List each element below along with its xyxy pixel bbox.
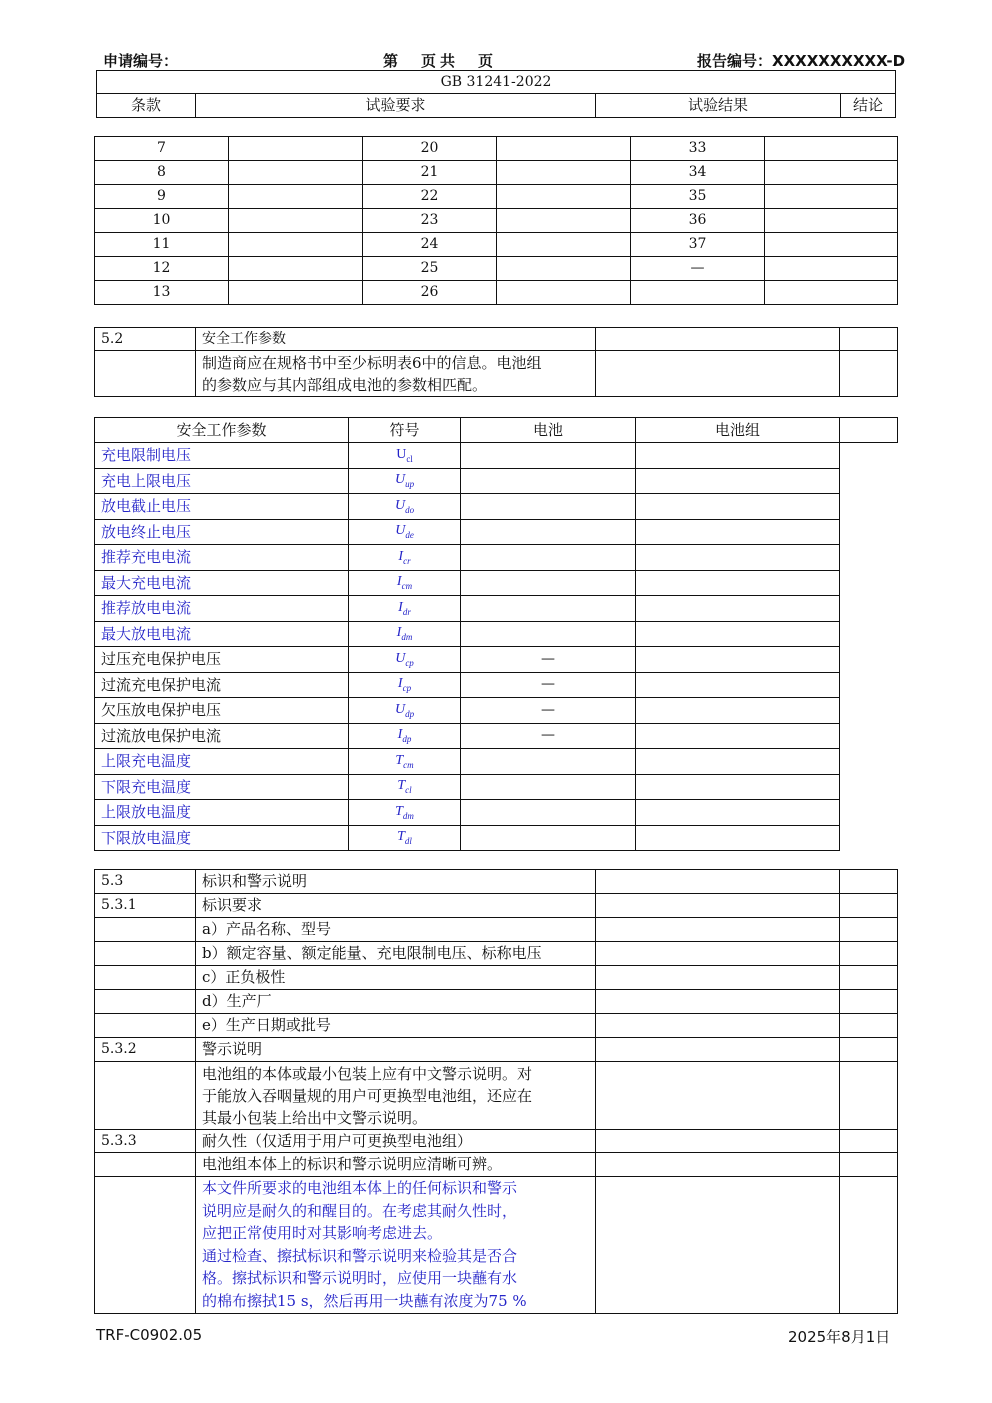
grid-result-cell <box>765 185 898 209</box>
symbol-subscript: cp <box>405 657 414 668</box>
conclusion-cell <box>840 990 898 1014</box>
symbol-letter: U <box>396 446 407 462</box>
symbol-letter: T <box>397 829 405 845</box>
grid-result-cell <box>765 233 898 257</box>
param-row <box>95 443 898 469</box>
param-row <box>95 825 898 851</box>
param-symbol <box>349 519 461 545</box>
text-line: 说明应是耐久的和醒目的。在考虑其耐久性时， <box>202 1201 518 1220</box>
marking-row <box>95 894 898 918</box>
symbol-letter: T <box>395 803 403 819</box>
cell-value <box>461 545 636 571</box>
pack-value <box>636 647 840 673</box>
param-row <box>95 800 898 826</box>
col-conclusion-header: 结论 <box>841 94 896 118</box>
conclusion-cell <box>840 1130 898 1153</box>
grid-number-cell <box>631 281 765 305</box>
requirement-text: c）正负极性 <box>196 966 596 990</box>
pack-header: 电池组 <box>636 418 840 443</box>
cell-value <box>461 570 636 596</box>
symbol-letter: I <box>397 727 403 743</box>
grid-result-cell <box>497 209 631 233</box>
conclusion-cell <box>840 1014 898 1038</box>
section-5-2-title: 安全工作参数 <box>196 328 596 351</box>
grid-row <box>95 233 898 257</box>
cell-value <box>461 443 636 469</box>
symbol-subscript: cl <box>405 785 412 796</box>
grid-row <box>95 161 898 185</box>
symbol-subscript: dl <box>404 836 412 847</box>
marking-row <box>95 918 898 942</box>
param-name: 充电限制电压 <box>95 443 349 469</box>
param-name: 推荐放电电流 <box>95 596 349 622</box>
section-5-2-text <box>196 351 596 397</box>
symbol-letter: I <box>398 548 404 564</box>
conclusion-cell <box>840 966 898 990</box>
param-row <box>95 749 898 775</box>
text-line: 格。擦拭标识和警示说明时，应使用一块蘸有水 <box>202 1269 518 1287</box>
conclusion-cell <box>840 870 898 894</box>
durability-requirement: 电池组本体上的标识和警示说明应清晰可辨。 <box>196 1153 596 1177</box>
param-symbol <box>349 494 461 520</box>
symbol-letter: T <box>395 752 404 768</box>
grid-result-cell <box>765 209 898 233</box>
param-row <box>95 570 898 596</box>
conclusion-cell <box>840 1062 898 1130</box>
symbol-subscript: cl <box>406 453 413 464</box>
param-symbol <box>349 647 461 673</box>
clause-cell <box>95 1062 196 1130</box>
symbol-subscript: dp <box>405 708 415 719</box>
text-line: 制造商应在规格书中至少标明表6中的信息。电池组 <box>202 353 542 372</box>
grid-number-cell: 26 <box>363 281 497 305</box>
requirement-text: a）产品名称、型号 <box>196 918 596 942</box>
pack-value <box>636 621 840 647</box>
marking-row <box>95 1038 898 1062</box>
param-row <box>95 774 898 800</box>
cell-value: — <box>461 647 636 673</box>
result-cell <box>596 918 840 942</box>
cell-value: — <box>461 698 636 724</box>
pack-value <box>636 443 840 469</box>
cell-value <box>461 800 636 826</box>
grid-number-cell: 36 <box>631 209 765 233</box>
grid-result-cell <box>229 257 363 281</box>
form-code: TRF-C0902.05 <box>96 1326 203 1344</box>
cell-value: — <box>461 723 636 749</box>
param-symbol <box>349 825 461 851</box>
symbol-header: 符号 <box>349 418 461 443</box>
result-cell <box>596 942 840 966</box>
grid-number-cell: — <box>631 257 765 281</box>
grid-number-cell: 9 <box>95 185 229 209</box>
grid-number-cell: 34 <box>631 161 765 185</box>
param-row <box>95 468 898 494</box>
conclusion-cell <box>840 942 898 966</box>
pack-value <box>636 723 840 749</box>
result-cell <box>596 966 840 990</box>
param-name: 过流放电保护电流 <box>95 723 349 749</box>
col-result-header: 试验结果 <box>596 94 841 118</box>
symbol-subscript: do <box>405 504 415 515</box>
conclusion-cell <box>840 418 898 443</box>
clause-5-2: 5.2 <box>95 328 196 351</box>
param-row <box>95 519 898 545</box>
requirement-text: d）生产厂 <box>196 990 596 1014</box>
grid-number-cell: 35 <box>631 185 765 209</box>
param-symbol <box>349 570 461 596</box>
grid-result-cell <box>497 257 631 281</box>
cell-value: — <box>461 672 636 698</box>
param-name: 过压充电保护电压 <box>95 647 349 673</box>
grid-number-cell: 25 <box>363 257 497 281</box>
param-row <box>95 596 898 622</box>
result-cell <box>596 1153 840 1177</box>
pack-value <box>636 774 840 800</box>
text-line: 其最小包装上给出中文警示说明。 <box>202 1108 428 1127</box>
clause-number <box>95 966 196 990</box>
grid-result-cell <box>497 185 631 209</box>
symbol-letter: U <box>395 523 406 539</box>
param-name: 上限放电温度 <box>95 800 349 826</box>
cell-value <box>461 825 636 851</box>
cell-value <box>461 468 636 494</box>
grid-number-cell: 7 <box>95 137 229 161</box>
param-name: 下限放电温度 <box>95 825 349 851</box>
pack-value <box>636 749 840 775</box>
param-symbol <box>349 774 461 800</box>
grid-number-cell: 10 <box>95 209 229 233</box>
symbol-subscript: cp <box>402 683 412 694</box>
durability-method-text <box>196 1177 596 1314</box>
symbol-letter: U <box>394 701 406 717</box>
param-row <box>95 545 898 571</box>
clause-cell <box>95 1177 196 1314</box>
grid-number-cell: 11 <box>95 233 229 257</box>
result-cell <box>596 1177 840 1314</box>
grid-row <box>95 257 898 281</box>
param-row <box>95 494 898 520</box>
symbol-letter: U <box>394 472 406 488</box>
clause-number <box>95 942 196 966</box>
param-name: 最大放电电流 <box>95 621 349 647</box>
symbol-letter: I <box>398 599 403 615</box>
grid-number-cell: 8 <box>95 161 229 185</box>
symbol-letter: U <box>394 497 406 513</box>
grid-result-cell <box>765 281 898 305</box>
requirement-text: 警示说明 <box>196 1038 596 1062</box>
grid-result-cell <box>229 185 363 209</box>
pack-value <box>636 825 840 851</box>
clause-5-3-3: 5.3.3 <box>95 1130 196 1153</box>
result-cell <box>596 351 840 397</box>
grid-result-cell <box>497 137 631 161</box>
result-cell <box>596 328 840 351</box>
param-symbol <box>349 596 461 622</box>
param-name: 欠压放电保护电压 <box>95 698 349 724</box>
cell-value <box>461 519 636 545</box>
symbol-subscript: cr <box>403 555 411 566</box>
grid-number-cell: 21 <box>363 161 497 185</box>
header-table <box>96 70 896 118</box>
param-name: 推荐充电电流 <box>95 545 349 571</box>
symbol-letter: U <box>395 650 406 666</box>
cell-header: 电池 <box>461 418 636 443</box>
pack-value <box>636 468 840 494</box>
marking-row <box>95 942 898 966</box>
grid-row <box>95 137 898 161</box>
grid-row <box>95 281 898 305</box>
marking-row <box>95 870 898 894</box>
param-name: 过流充电保护电流 <box>95 672 349 698</box>
text-line: 的棉布擦拭15 s，然后再用一块蘸有浓度为75 % <box>202 1291 527 1310</box>
text-line: 于能放入吞咽量规的用户可更换型电池组，还应在 <box>202 1086 533 1105</box>
conclusion-cell <box>840 1177 898 1314</box>
symbol-subscript: up <box>405 479 415 490</box>
grid-result-cell <box>497 233 631 257</box>
grid-result-cell <box>765 257 898 281</box>
param-name: 最大充电电流 <box>95 570 349 596</box>
grid-row <box>95 185 898 209</box>
param-symbol <box>349 800 461 826</box>
param-symbol <box>349 749 461 775</box>
page-count-label: 第 页共 页 <box>383 52 498 70</box>
application-number-label: 申请编号： <box>103 52 179 70</box>
grid-row <box>95 209 898 233</box>
param-header: 安全工作参数 <box>95 418 349 443</box>
grid-number-cell: 33 <box>631 137 765 161</box>
symbol-letter: I <box>396 625 402 641</box>
pack-value <box>636 545 840 571</box>
symbol-subscript: de <box>405 530 414 541</box>
grid-number-cell: 20 <box>363 137 497 161</box>
issue-date: 2025年8月1日 <box>788 1328 891 1346</box>
clause-cell <box>95 1153 196 1177</box>
result-cell <box>596 1014 840 1038</box>
param-row <box>95 647 898 673</box>
requirement-text: b）额定容量、额定能量、充电限制电压、标称电压 <box>196 942 596 966</box>
grid-number-cell: 13 <box>95 281 229 305</box>
param-row <box>95 621 898 647</box>
requirement-text: 标识要求 <box>196 894 596 918</box>
param-name: 放电终止电压 <box>95 519 349 545</box>
pack-value <box>636 570 840 596</box>
requirement-text: e）生产日期或批号 <box>196 1014 596 1038</box>
conclusion-cell <box>840 918 898 942</box>
cell-value <box>461 596 636 622</box>
symbol-subscript: dm <box>402 810 414 821</box>
grid-result-cell <box>229 281 363 305</box>
conclusion-cell <box>840 1153 898 1177</box>
pack-value <box>636 698 840 724</box>
marking-row <box>95 966 898 990</box>
text-line: 本文件所要求的电池组本体上的任何标识和警示 <box>202 1179 518 1197</box>
clause-number <box>95 1014 196 1038</box>
number-grid-table <box>94 136 898 305</box>
symbol-subscript: cm <box>401 581 413 592</box>
clause-number <box>95 918 196 942</box>
cell-value <box>461 774 636 800</box>
warning-text <box>196 1062 596 1130</box>
param-symbol <box>349 723 461 749</box>
pack-value <box>636 672 840 698</box>
param-symbol <box>349 545 461 571</box>
grid-result-cell <box>229 137 363 161</box>
grid-result-cell <box>765 161 898 185</box>
param-symbol <box>349 672 461 698</box>
param-row <box>95 698 898 724</box>
standard-number: GB 31241-2022 <box>97 71 896 94</box>
symbol-letter: I <box>397 676 403 692</box>
grid-result-cell <box>765 137 898 161</box>
param-symbol <box>349 698 461 724</box>
grid-number-cell: 23 <box>363 209 497 233</box>
symbol-letter: T <box>397 778 406 794</box>
param-name: 放电截止电压 <box>95 494 349 520</box>
pack-value <box>636 494 840 520</box>
result-cell <box>596 894 840 918</box>
pack-value <box>636 519 840 545</box>
param-name: 下限充电温度 <box>95 774 349 800</box>
marking-row <box>95 1014 898 1038</box>
text-line: 通过检查、擦拭标识和警示说明来检验其是否合 <box>202 1246 518 1265</box>
conclusion-cell <box>840 894 898 918</box>
section-5-3-table <box>94 869 898 1314</box>
requirement-text: 标识和警示说明 <box>196 870 596 894</box>
text-line: 应把正常使用时对其影响考虑进去。 <box>202 1224 443 1242</box>
cell-value <box>461 749 636 775</box>
conclusion-cell <box>840 351 898 397</box>
text-line: 的参数应与其内部组成电池的参数相匹配。 <box>202 375 488 394</box>
conclusion-cell <box>840 1038 898 1062</box>
durability-title: 耐久性（仅适用于用户可更换型电池组） <box>196 1130 596 1153</box>
param-row <box>95 672 898 698</box>
param-name: 充电上限电压 <box>95 468 349 494</box>
section-5-2-table <box>94 327 898 397</box>
param-name: 上限充电温度 <box>95 749 349 775</box>
report-number-label: 报告编号：XXXXXXXXXX-D <box>697 52 906 70</box>
clause-number: 5.3 <box>95 870 196 894</box>
cell-value <box>461 621 636 647</box>
symbol-letter: I <box>396 574 402 590</box>
safety-params-table <box>94 417 898 851</box>
clause-cell <box>95 351 196 397</box>
param-symbol <box>349 468 461 494</box>
grid-number-cell: 24 <box>363 233 497 257</box>
col-requirement-header: 试验要求 <box>196 94 596 118</box>
grid-result-cell <box>497 281 631 305</box>
result-cell <box>596 1038 840 1062</box>
grid-result-cell <box>497 161 631 185</box>
result-cell <box>596 1062 840 1130</box>
grid-result-cell <box>229 161 363 185</box>
grid-number-cell: 22 <box>363 185 497 209</box>
param-row <box>95 723 898 749</box>
result-cell <box>596 870 840 894</box>
clause-number: 5.3.1 <box>95 894 196 918</box>
grid-result-cell <box>229 209 363 233</box>
symbol-subscript: dm <box>401 632 413 643</box>
pack-value <box>636 596 840 622</box>
col-clause-header: 条款 <box>97 94 196 118</box>
symbol-subscript: dr <box>402 606 411 617</box>
pack-value <box>636 800 840 826</box>
grid-number-cell: 12 <box>95 257 229 281</box>
result-cell <box>596 990 840 1014</box>
param-symbol <box>349 621 461 647</box>
conclusion-cell <box>840 328 898 351</box>
clause-number <box>95 990 196 1014</box>
param-symbol <box>349 443 461 469</box>
symbol-subscript: dp <box>402 734 412 745</box>
marking-row <box>95 990 898 1014</box>
clause-number: 5.3.2 <box>95 1038 196 1062</box>
grid-number-cell: 37 <box>631 233 765 257</box>
text-line: 电池组的本体或最小包装上应有中文警示说明。对 <box>202 1064 533 1083</box>
grid-result-cell <box>229 233 363 257</box>
symbol-subscript: cm <box>403 759 414 770</box>
result-cell <box>596 1130 840 1153</box>
cell-value <box>461 494 636 520</box>
